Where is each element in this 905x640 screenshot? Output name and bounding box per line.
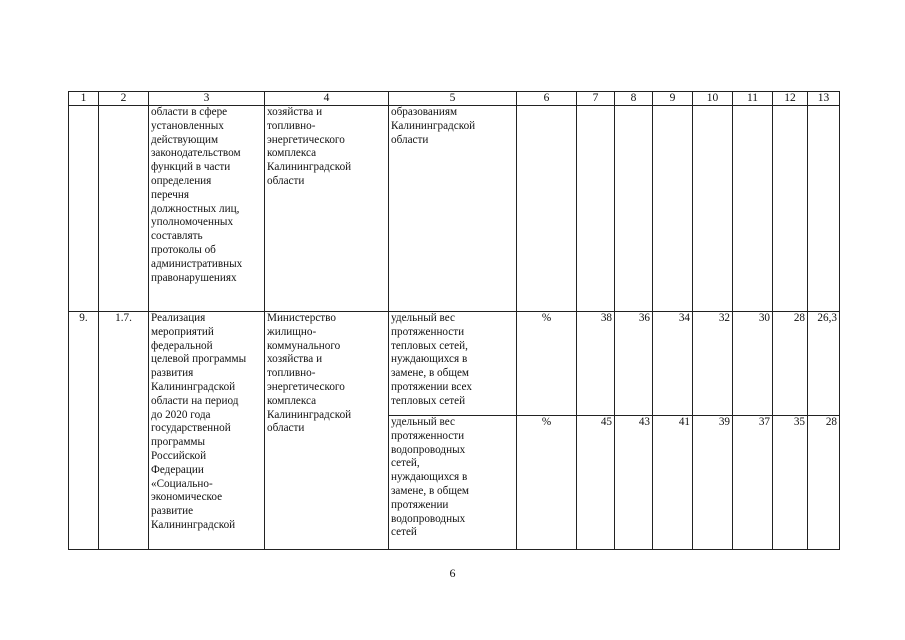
row-9-indicator-1: [69, 312, 840, 416]
text-line: протяженности: [391, 429, 465, 442]
text-line: Калининградской: [151, 518, 236, 531]
responsible-cell: [265, 312, 389, 550]
text-line: Реализация: [151, 312, 206, 324]
cell-empty: [577, 106, 615, 312]
text-line: протоколы об: [151, 243, 216, 256]
text-line: функций в части: [151, 161, 231, 174]
text-line: развития: [151, 367, 194, 380]
text-line: комплекса: [267, 394, 317, 407]
header-row: [69, 92, 840, 106]
indicators-table: [68, 91, 840, 550]
text-line: области: [391, 133, 429, 146]
header-cell: 1: [69, 92, 99, 106]
text-line: тепловых сетей: [391, 394, 466, 407]
value-cell: 26,3: [808, 312, 840, 416]
header-cell: 9: [653, 92, 693, 106]
text-line: области: [267, 174, 305, 187]
text-line: энергетического: [267, 380, 345, 393]
text-line: установленных: [151, 119, 224, 132]
indicator-name-cell: [389, 312, 517, 416]
text-line: замене, в общем: [391, 484, 470, 497]
text-line: топливно-: [267, 119, 316, 132]
text-line: Калининградской: [267, 161, 352, 174]
cell-empty: [69, 106, 99, 312]
text-line: водопроводных: [391, 443, 466, 456]
value-cell: 32: [693, 312, 733, 416]
text-line: протяжении всех: [391, 380, 472, 393]
text-line: программы: [151, 436, 205, 449]
row-code: 1.7.: [99, 312, 149, 550]
continuation-measure-cell: [149, 106, 265, 312]
value-cell: 37: [733, 416, 773, 550]
cell-empty: [733, 106, 773, 312]
value-cell: 28: [808, 416, 840, 550]
text-line: энергетического: [267, 133, 345, 146]
value-cell: 30: [733, 312, 773, 416]
text-line: сетей,: [391, 457, 420, 470]
text-line: протяжении: [391, 498, 449, 511]
value-cell: 41: [653, 416, 693, 550]
text-line: уполномоченных: [151, 216, 234, 229]
text-line: до 2020 года: [151, 408, 211, 421]
value-cell: 28: [773, 312, 808, 416]
header-cell: 10: [693, 92, 733, 106]
header-cell: 13: [808, 92, 840, 106]
text-line: топливно-: [267, 367, 316, 380]
cell-empty: [653, 106, 693, 312]
header-cell: 4: [265, 92, 389, 106]
value-cell: 39: [693, 416, 733, 550]
cell-empty: [615, 106, 653, 312]
header-cell: 11: [733, 92, 773, 106]
value-cell: 45: [577, 416, 615, 550]
text-line: хозяйства и: [267, 353, 323, 366]
text-line: коммунального: [267, 339, 341, 352]
text-line: действующим: [151, 133, 219, 146]
text-line: определения: [151, 174, 212, 187]
text-line: области на период: [151, 394, 239, 407]
cell-empty: [773, 106, 808, 312]
text-line: Калининградской: [391, 119, 476, 132]
text-line: целевой программы: [151, 353, 247, 366]
value-cell: 34: [653, 312, 693, 416]
text-line: законодательством: [151, 147, 241, 160]
header-cell: 6: [517, 92, 577, 106]
text-line: должностных лиц,: [151, 202, 240, 215]
text-line: удельный вес: [391, 416, 455, 428]
continuation-recipient-cell: [389, 106, 517, 312]
value-cell: 38: [577, 312, 615, 416]
text-line: федеральной: [151, 339, 213, 352]
cell-empty: [808, 106, 840, 312]
text-line: водопроводных: [391, 512, 466, 525]
text-line: «Социально-: [151, 477, 213, 490]
text-line: мероприятий: [151, 325, 214, 338]
value-cell: 36: [615, 312, 653, 416]
text-line: замене, в общем: [391, 367, 470, 380]
header-cell: 3: [149, 92, 265, 106]
text-line: Калининградской: [267, 408, 352, 421]
value-cell: 43: [615, 416, 653, 550]
measure-name-cell: [149, 312, 265, 550]
text-line: жилищно-: [267, 325, 317, 338]
text-line: развитие: [151, 505, 194, 518]
text-line: Федерации: [151, 463, 204, 476]
text-line: Российской: [151, 449, 207, 462]
text-line: правонарушениях: [151, 271, 237, 284]
text-line: административных: [151, 257, 243, 270]
text-line: Министерство: [267, 312, 336, 324]
continuation-responsible-cell: [265, 106, 389, 312]
header-cell: 7: [577, 92, 615, 106]
text-line: комплекса: [267, 147, 317, 160]
text-line: экономическое: [151, 491, 223, 504]
text-line: протяженности: [391, 325, 465, 338]
text-line: перечня: [151, 188, 189, 201]
text-line: образованиям: [391, 106, 458, 118]
text-line: составлять: [151, 230, 203, 243]
header-cell: 5: [389, 92, 517, 106]
continuation-row: [69, 106, 840, 312]
indicator-unit: %: [517, 312, 577, 416]
text-line: нуждающихся в: [391, 471, 468, 484]
cell-empty: [517, 106, 577, 312]
text-line: Калининградской: [151, 380, 236, 393]
header-cell: 2: [99, 92, 149, 106]
text-line: сетей: [391, 526, 417, 539]
header-cell: 12: [773, 92, 808, 106]
text-line: нуждающихся в: [391, 353, 468, 366]
header-cell: 8: [615, 92, 653, 106]
page-number: 6: [449, 566, 456, 580]
text-line: области в сфере: [151, 106, 228, 118]
text-line: тепловых сетей,: [391, 339, 468, 352]
cell-empty: [693, 106, 733, 312]
text-line: государственной: [151, 422, 231, 435]
text-line: хозяйства и: [267, 106, 323, 118]
indicator-unit: %: [517, 416, 577, 550]
cell-empty: [99, 106, 149, 312]
text-line: области: [267, 422, 305, 435]
indicator-name-cell: [389, 416, 517, 550]
text-line: удельный вес: [391, 312, 455, 324]
value-cell: 35: [773, 416, 808, 550]
row-number: 9.: [69, 312, 99, 550]
